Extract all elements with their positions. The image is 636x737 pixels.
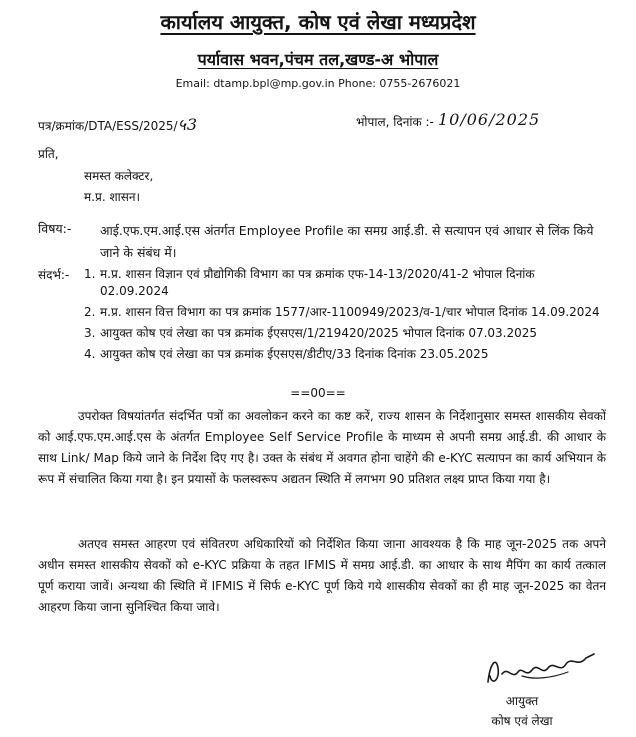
reference-item-number: 1.	[84, 267, 96, 281]
recipient-label: प्रति,	[38, 147, 59, 161]
subject-text: आई.एफ.एम.आई.एस अंतर्गत Employee Profile का समग्र आई.डी. से सत्यापन एवं आधार से लिंक किये जाने के संबंध में।	[100, 223, 594, 260]
subject-label: विषय:-	[38, 221, 72, 236]
reference-handwritten-number: ५3	[177, 115, 199, 134]
office-title: कार्यालय आयुक्त, कोष एवं लेखा मध्यप्रदेश	[160, 10, 476, 34]
reference-item-number: 4.	[84, 347, 96, 361]
date-label: भोपाल, दिनांक :-	[356, 115, 434, 129]
reference-item	[84, 266, 604, 300]
reference-item	[84, 304, 604, 321]
references-label: संदर्भ:-	[38, 268, 70, 282]
date-handwritten: 10/06/2025	[438, 110, 541, 129]
reference-prefix: पत्र/क्रमांक/DTA/ESS/2025/	[38, 119, 178, 133]
reference-item-number: 2.	[84, 305, 96, 319]
reference-item-text: म.प्र. शासन विज्ञान एवं प्रौद्योगिकी विभाग का पत्र क्रमांक एफ-14-13/2020/41-2 भोपाल दिनांक 02.09.2024	[100, 267, 535, 298]
recipient-line-2: म.प्र. शासन।	[84, 190, 141, 204]
reference-item-text: आयुक्त कोष एवं लेखा का पत्र क्रमांक ईएसएस/1/219420/2025 भोपाल दिनांक 07.03.2025	[100, 326, 538, 340]
reference-item	[84, 346, 604, 363]
recipient-line-1: समस्त कलेक्टर,	[84, 169, 154, 183]
reference-item-text: म.प्र. शासन वित्त विभाग का पत्र क्रमांक 1577/आर-1100949/2023/व-1/चार भोपाल दिनांक 14.09.2024	[100, 305, 600, 319]
reference-item-number: 3.	[84, 326, 96, 340]
signatory-title: आयुक्त	[505, 694, 539, 708]
body-paragraph-2: अतएव समस्त आहरण एवं संवितरण अधिकारियों को निर्देशित किया जाना आवश्यक है कि माह जून-2025 तक अपने अधीन समस्त शासकीय सेवकों को e-KYC प्रक्रिया के तहत IFMIS में समग्र आई.डी. का आधार के साथ मैपिंग का कार्य तत्काल पूर्ण कराया जावें। अन्यथा की स्थिति में IFMIS में सिर्फ e-KYC पूर्ण किये गये शासकीय सेवकों का ही माह जून-2025 का वेतन आहरण किया जाना सुनिश्चित किया जावे।	[38, 537, 606, 614]
references-list	[84, 266, 604, 367]
office-address: पर्यावास भवन,पंचम तल,खण्ड-अ भोपाल	[197, 50, 439, 69]
handwritten-signature	[482, 646, 602, 694]
signatory-department: कोष एवं लेखा	[491, 714, 553, 728]
reference-number	[38, 113, 198, 135]
reference-item	[84, 325, 604, 342]
reference-item-text: आयुक्त कोष एवं लेखा का पत्र क्रमांक ईएसएस/डीटीए/33 दिनांक दिनांक 23.05.2025	[100, 347, 489, 361]
section-divider: ==00==	[290, 386, 346, 400]
contact-line: Email: dtamp.bpl@mp.gov.in Phone: 0755-2676021	[175, 77, 461, 90]
body-paragraph-1: उपरोक्त विषयांतर्गत संदर्भित पत्रों का अवलोकन करने का कष्ट करें, राज्य शासन के निर्देशानुसार समस्त शासकीय सेवकों को आई.एफ.एम.आई.एस के अंतर्गत Employee Self Service Profile के माध्यम से अपनी समग्र आई.डी. की आधार के साथ Link/ Map किये जाने के निर्देश दिए गए है। उक्त के संबंध में अवगत होना चाहेंगे की e-KYC सत्यापन का कार्य अभियान के रूप में संचालित किया गया है। इन प्रयासों के फलस्वरूप अद्यतन स्थिति में लगभग 90 प्रतिशत लक्ष्य प्राप्त किया गया है।	[38, 409, 606, 486]
